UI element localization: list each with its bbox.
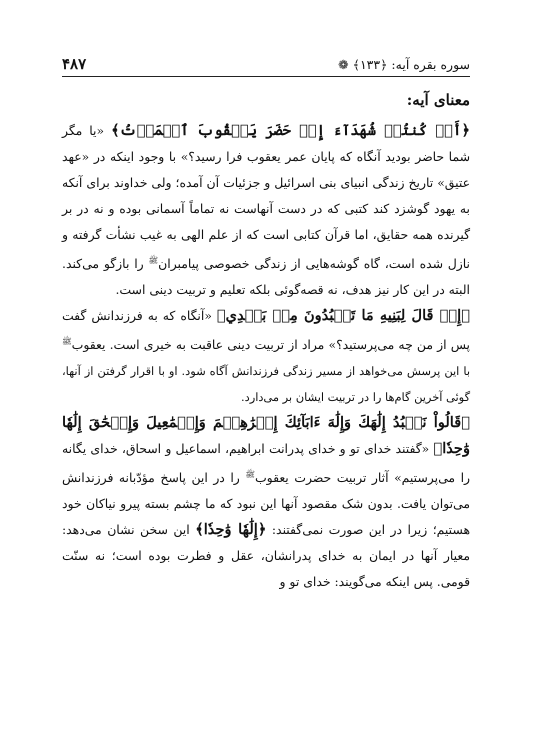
paragraph-text: «آنگاه که به فرزندانش گفت پس از من چه می‌پرستید؟» مراد از تربیت دینی عاقبت به خیری است. یعقوب xyxy=(62,308,470,353)
peace-symbol: ﷺ xyxy=(245,470,255,480)
page-body xyxy=(62,91,470,595)
paragraph-text-end: را بازگو می‌کند. البته در این کار نیز هدف، نه قصه‌گوئی بلکه تعلیم و تربیت دینی است. xyxy=(62,256,470,298)
verse-quote: ﴿قَالُواْ نَعۡبُدُ إِلَٰهَكَ وَإِلَٰهَ ءَابَآئِكَ إِبۡرَٰهِـۧمَ وَإِسۡمَٰعِيلَ وَإِسۡحَٰقَ إِلَٰهٗا وَٰحِدٗا﴾ xyxy=(62,414,470,458)
verse-quote: ﴿أَمۡ كُنتُمۡ شُهَدَآءَ إِذۡ حَضَرَ يَعۡقُوبَ ٱلۡمَوۡتُ﴾ xyxy=(111,122,470,139)
peace-symbol: ﷺ xyxy=(62,337,72,347)
paragraph-2 xyxy=(62,303,470,410)
paragraph-text-mid: را در این پاسخ مؤدّبانه فرزندانش می‌توان یافت. بدون شک مقصود آنها این نبود که ما چشم بسته پیرو نیاکان خود هستیم؛ زیرا در این صورت نمی‌گفتند: xyxy=(62,470,470,538)
ornament-icon: ❁ xyxy=(338,57,349,72)
section-heading: معنای آیه: xyxy=(406,91,470,109)
running-title-text: سوره بقره آیه: ﴿۱۳۳﴾ xyxy=(352,57,470,72)
verse-quote-inline: ﴿إِلَٰهٗا وَٰحِدٗا﴾ xyxy=(195,521,267,539)
paragraph-3 xyxy=(62,410,470,595)
paragraph-text: «گفتند خدای تو و خدای پدرانت ابراهیم، اسماعیل و اسحاق، خدای یگانه را می‌پرستیم» آثار تربیت حضرت یعقوب xyxy=(62,441,470,486)
paragraph-text-end: این سخن نشان می‌دهد: معیار آنها در ایمان به خدای پدرانشان، عقل و فطرت بوده است؛ نه سنّت قومی. پس اینکه می‌گویند: خدای تو و xyxy=(62,522,470,590)
verse-quote: ﴿إِذۡ قَالَ لِبَنِيهِ مَا تَعۡبُدُونَ مِنۢ بَعۡدِي﴾ xyxy=(216,307,470,325)
page-header xyxy=(62,52,470,77)
page-number: ۴۸۷ xyxy=(62,55,87,73)
running-title xyxy=(338,57,470,76)
peace-symbol: ﷺ xyxy=(148,256,159,265)
paragraph-text-end: با این پرسش می‌خواهد از مسیر زندگی فرزندانش آگاه شود. او با اقرار گرفتن از آنها، گوئی آخرین گام‌ها را در تربیت ایشان بر می‌دارد. xyxy=(62,364,470,405)
paragraph-1 xyxy=(62,118,470,303)
paragraph-text: «یا مگر شما حاضر بودید آنگاه که پایان عمر یعقوب فرا رسید؟» با وجود اینکه در «عهد عتیق» تاریخ زندگی انبیای بنی اسرائیل و جزئیات آن آمده؛ ولی خداوند برای آنکه به یهود گوشزد کند کتبی که در دست آنهاست نه تماماً آسمانی بوده و نه در بر گیرنده همه حقایق، اما قرآن کتابی است که از علم الهی به غیب نشأت گرفته و نازل شده است، گاه گوشه‌هایی از زندگی خصوصی پیامبران xyxy=(62,123,470,272)
